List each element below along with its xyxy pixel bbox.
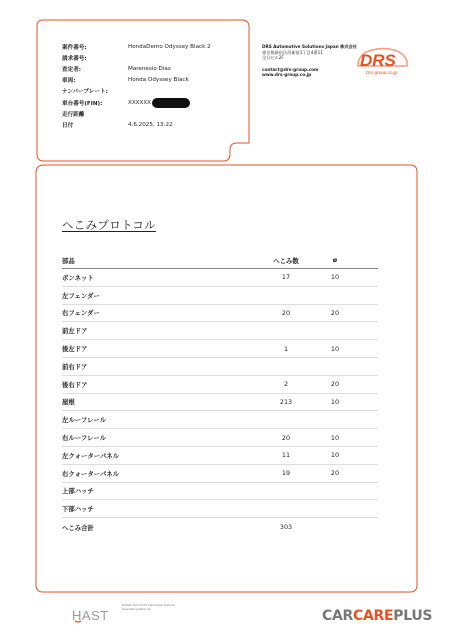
avg-cell: 20 [330, 308, 340, 317]
company-address-line-1: 東京都新宿区西新宿1丁目4番11 [262, 49, 323, 55]
company-info [262, 44, 358, 78]
column-header-part: 部品 [62, 256, 75, 265]
column-header-count: へこみ数 [273, 256, 299, 265]
count-cell: 303 [279, 523, 293, 532]
info-label: 走行距離 [62, 111, 85, 118]
info-value: 4.6.2025, 13:22 [128, 121, 173, 128]
info-label: 案件番号: [62, 44, 87, 51]
avg-cell: 10 [330, 433, 340, 442]
footer-small-text [122, 604, 242, 611]
table-row [62, 465, 378, 483]
part-cell: 前右ドア [62, 362, 88, 371]
part-cell: 後左ドア [62, 345, 88, 354]
count-cell: 19 [281, 469, 291, 478]
info-row-vehicle [62, 75, 252, 86]
table-row [62, 411, 378, 429]
ccp-logo-car: CAR [322, 608, 353, 624]
avg-cell: 10 [330, 344, 340, 353]
count-cell: 17 [281, 273, 291, 282]
company-address-line-2: 全日ビル2F [262, 55, 284, 61]
info-value: HondaDemo Odyssey Black 2 [128, 43, 211, 50]
table-row [62, 376, 378, 394]
drs-logo [354, 41, 410, 81]
part-cell: 左ルーフレール [62, 416, 107, 425]
info-row-case-number [62, 41, 252, 52]
vehicle-info [62, 41, 252, 131]
footer-text-line-2: www.hast-systems.de [122, 607, 151, 611]
info-label: 車両: [62, 78, 76, 85]
part-cell: 右ルーフレール [62, 434, 107, 443]
avg-cell: 10 [330, 273, 340, 282]
ccp-logo-care: CARE [353, 608, 394, 624]
dent-table [62, 252, 378, 536]
part-cell: 上部ハッチ [62, 487, 94, 496]
table-row [62, 483, 378, 501]
info-label: 請求番号: [62, 55, 87, 62]
count-cell: 11 [281, 451, 291, 460]
column-header-avg: ø [332, 256, 338, 264]
company-website: www.drs-group.co.jp [262, 72, 312, 78]
table-row [62, 340, 378, 358]
company-email: contact@drs-group.com [262, 66, 319, 72]
table-row [62, 269, 378, 287]
footer-text-line-1: Erstellt durch HAST Automotive Systems [122, 604, 175, 607]
info-row-license-plate [62, 86, 252, 97]
car-care-plus-logo [322, 608, 432, 624]
table-row-total [62, 518, 378, 536]
avg-cell: 20 [330, 380, 340, 389]
table-row [62, 358, 378, 376]
count-cell: 20 [281, 308, 291, 317]
avg-cell: 20 [330, 469, 340, 478]
company-card-outline [249, 20, 418, 143]
part-cell: 前左ドア [62, 327, 88, 336]
count-cell: 2 [283, 380, 289, 389]
company-name: DRS Automotive Solutions Japan 株式会社 [262, 44, 357, 49]
table-row [62, 287, 378, 305]
main-card-outline [44, 143, 249, 165]
info-row-assessor [62, 63, 252, 74]
hast-logo [72, 607, 118, 623]
part-cell: 屋根 [62, 398, 75, 407]
count-cell: 213 [279, 397, 293, 406]
hast-logo-text: HAST [72, 608, 109, 623]
info-label: 日付 [62, 122, 74, 129]
info-value: Honda Odyssey Black [128, 77, 189, 84]
drs-logo-text: DRS [360, 51, 396, 70]
document-title: へこみプロトコル [62, 218, 156, 232]
table-row [62, 429, 378, 447]
info-value: Marenesio Dias [128, 65, 171, 72]
part-cell: 後右ドア [62, 380, 88, 389]
part-cell: 右クォーターパネル [62, 469, 120, 478]
info-row-vin [62, 97, 252, 108]
avg-cell: 10 [330, 397, 340, 406]
info-row-invoice-number [62, 52, 252, 63]
part-cell: ボンネット [62, 273, 94, 282]
count-cell: 1 [283, 344, 289, 353]
table-row [62, 322, 378, 340]
drs-logo-subtext: Drs-group.co.jp [366, 70, 398, 75]
table-row [62, 500, 378, 518]
info-label: ナンバープレート: [62, 89, 108, 96]
avg-cell: 10 [330, 451, 340, 460]
table-row [62, 447, 378, 465]
info-row-mileage [62, 108, 252, 119]
part-cell: 右フェンダー [62, 309, 100, 318]
part-cell: 左フェンダー [62, 291, 100, 300]
info-row-date [62, 119, 252, 130]
info-value: XXXXXX [128, 99, 151, 106]
table-row [62, 394, 378, 412]
part-cell: 下部ハッチ [62, 505, 94, 514]
part-cell: へこみ合計 [62, 523, 94, 532]
ccp-logo-plus: PLUS [393, 608, 433, 624]
count-cell: 20 [281, 433, 291, 442]
redaction-mark [152, 98, 190, 108]
table-header-row [62, 252, 378, 269]
info-label: 査定者: [62, 66, 82, 73]
part-cell: 左クォーターパネル [62, 451, 120, 460]
info-label: 車台番号(FIN): [62, 100, 103, 107]
table-row [62, 305, 378, 323]
